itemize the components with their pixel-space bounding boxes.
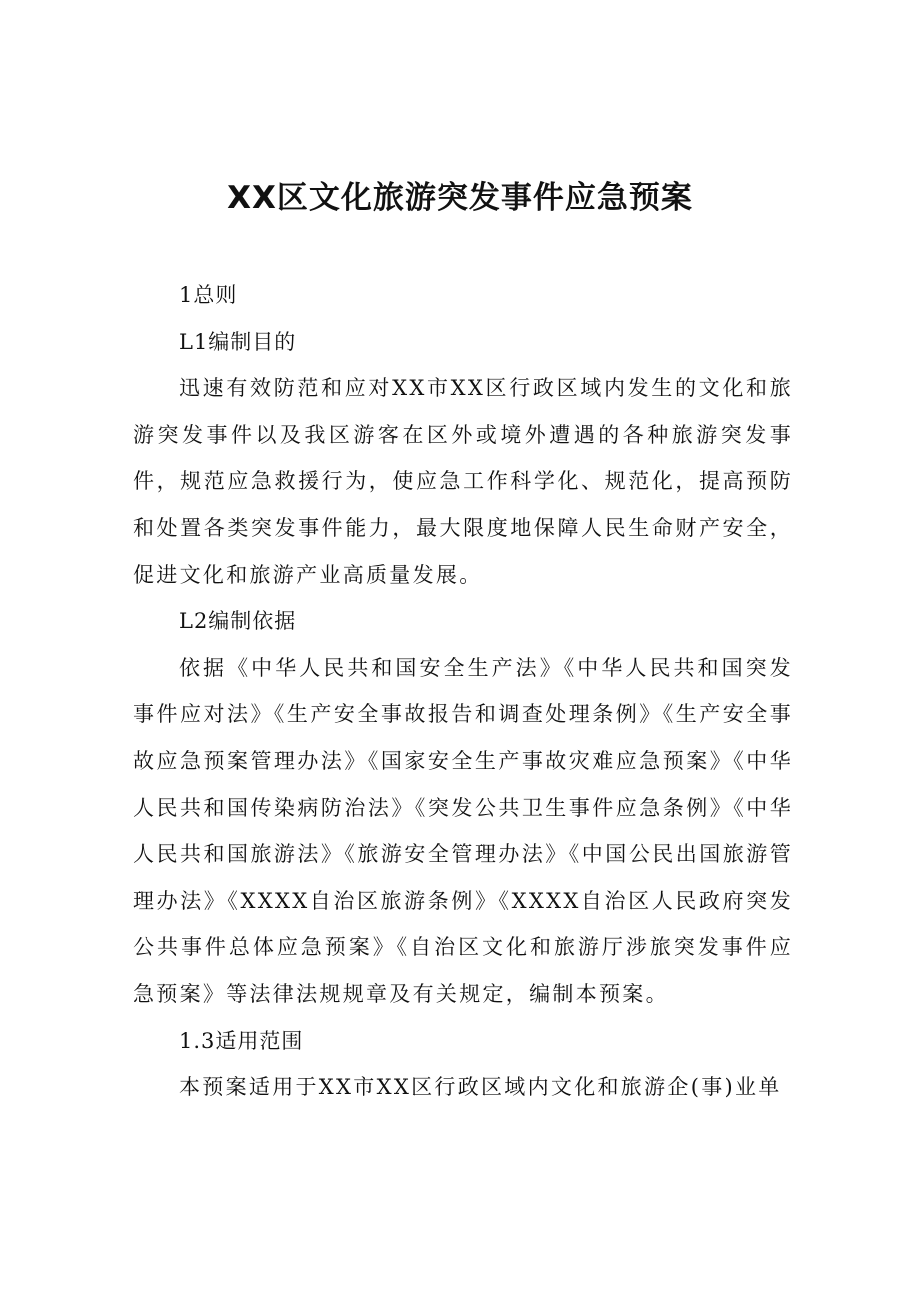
section-heading-general: 1总则 — [179, 283, 238, 307]
document-body — [133, 272, 793, 1111]
section-heading-scope: 1.3适用范围 — [179, 1028, 304, 1053]
section-heading-purpose: L1编制目的 — [179, 329, 297, 354]
paragraph-purpose: 迅速有效防范和应对XX市XX区行政区域内发生的文化和旅游突发事件以及我区游客在区外或境外遭遇的各种旅游突发事件，规范应急救援行为，使应急工作科学化、规范化，提高预防和处置各类突发事件能力，最大限度地保障人民生命财产安全，促进文化和旅游产业高质量发展。 — [133, 376, 793, 587]
section-heading-basis: L2编制依据 — [179, 609, 297, 634]
paragraph-scope: 本预案适用于XX市XX区行政区域内文化和旅游企(事)业单 — [179, 1075, 782, 1100]
paragraph-basis: 依据《中华人民共和国安全生产法》《中华人民共和国突发事件应对法》《生产安全事故报告和调查处理条例》《生产安全事故应急预案管理办法》《国家安全生产事故灾难应急预案》《中华人民共和国传染病防治法》《突发公共卫生事件应急条例》《中华人民共和国旅游法》《旅游安全管理办法》《中国公民出国旅游管理办法》《XXXX自治区旅游条例》《XXXX自治区人民政府突发公共事件总体应急预案》《自治区文化和旅游厅涉旅突发事件应急预案》等法律法规规章及有关规定，编制本预案。 — [133, 655, 793, 1006]
document-title: XX区文化旅游突发事件应急预案 — [227, 180, 693, 216]
